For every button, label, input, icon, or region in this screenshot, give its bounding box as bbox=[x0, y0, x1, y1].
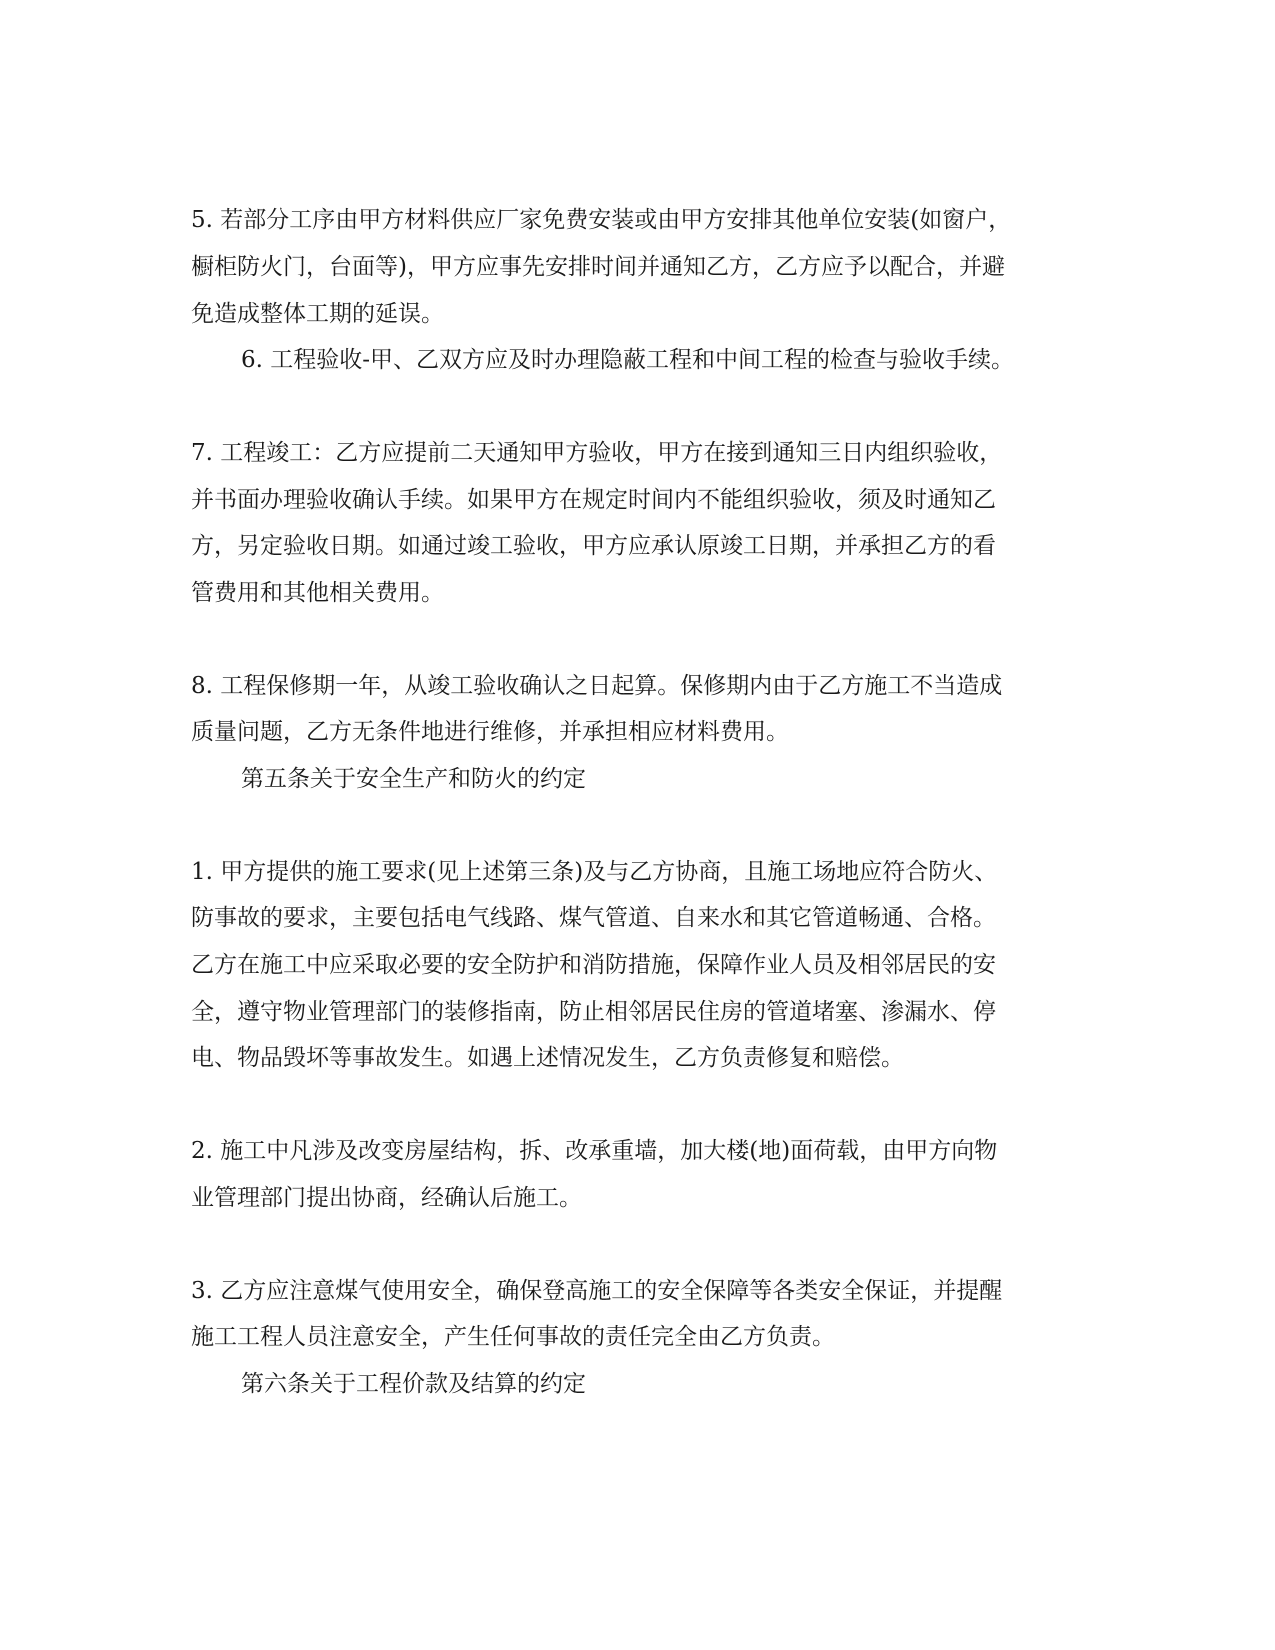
a5-item2-line-1: 2. 施工中凡涉及改变房屋结构，拆、改承重墙，加大楼(地)面荷载，由甲方向物 bbox=[191, 1138, 998, 1164]
item8-line-2: 质量问题，乙方无条件地进行维修，并承担相应材料费用。 bbox=[191, 719, 789, 745]
item5-line-2: 橱柜防火门，台面等)，甲方应事先安排时间并通知乙方，乙方应予以配合，并避 bbox=[191, 254, 1005, 280]
a5-item3-line-2: 施工工程人员注意安全，产生任何事故的责任完全由乙方负责。 bbox=[191, 1324, 835, 1350]
a5-item2-line-2: 业管理部门提出协商，经确认后施工。 bbox=[191, 1185, 582, 1211]
article5-heading: 第五条关于安全生产和防火的约定 bbox=[241, 766, 586, 792]
item7-line-3: 方，另定验收日期。如通过竣工验收，甲方应承认原竣工日期，并承担乙方的看 bbox=[191, 533, 996, 559]
article6-heading: 第六条关于工程价款及结算的约定 bbox=[241, 1371, 586, 1397]
item5-line-3: 免造成整体工期的延误。 bbox=[191, 301, 444, 327]
a5-item1-line-1: 1. 甲方提供的施工要求(见上述第三条)及与乙方协商，且施工场地应符合防火、 bbox=[191, 859, 998, 885]
item7-line-4: 管费用和其他相关费用。 bbox=[191, 580, 444, 606]
item7-line-1: 7. 工程竣工：乙方应提前二天通知甲方验收，甲方在接到通知三日内组织验收， bbox=[191, 440, 1003, 466]
a5-item1-line-2: 防事故的要求，主要包括电气线路、煤气管道、自来水和其它管道畅通、合格。 bbox=[191, 905, 996, 931]
a5-item1-line-4: 全，遵守物业管理部门的装修指南，防止相邻居民住房的管道堵塞、渗漏水、停 bbox=[191, 999, 996, 1025]
a5-item3-line-1: 3. 乙方应注意煤气使用安全，确保登高施工的安全保障等各类安全保证，并提醒 bbox=[191, 1278, 1003, 1304]
a5-item1-line-5: 电、物品毁坏等事故发生。如遇上述情况发生，乙方负责修复和赔偿。 bbox=[191, 1045, 904, 1071]
item8-line-1: 8. 工程保修期一年，从竣工验收确认之日起算。保修期内由于乙方施工不当造成 bbox=[191, 673, 1003, 699]
a5-item1-line-3: 乙方在施工中应采取必要的安全防护和消防措施，保障作业人员及相邻居民的安 bbox=[191, 952, 996, 978]
item6-line-1: 6. 工程验收-甲、乙双方应及时办理隐蔽工程和中间工程的检查与验收手续。 bbox=[241, 347, 1015, 373]
item7-line-2: 并书面办理验收确认手续。如果甲方在规定时间内不能组织验收，须及时通知乙 bbox=[191, 487, 996, 513]
item5-line-1: 5. 若部分工序由甲方材料供应厂家免费安装或由甲方安排其他单位安装(如窗户， bbox=[191, 207, 1012, 233]
